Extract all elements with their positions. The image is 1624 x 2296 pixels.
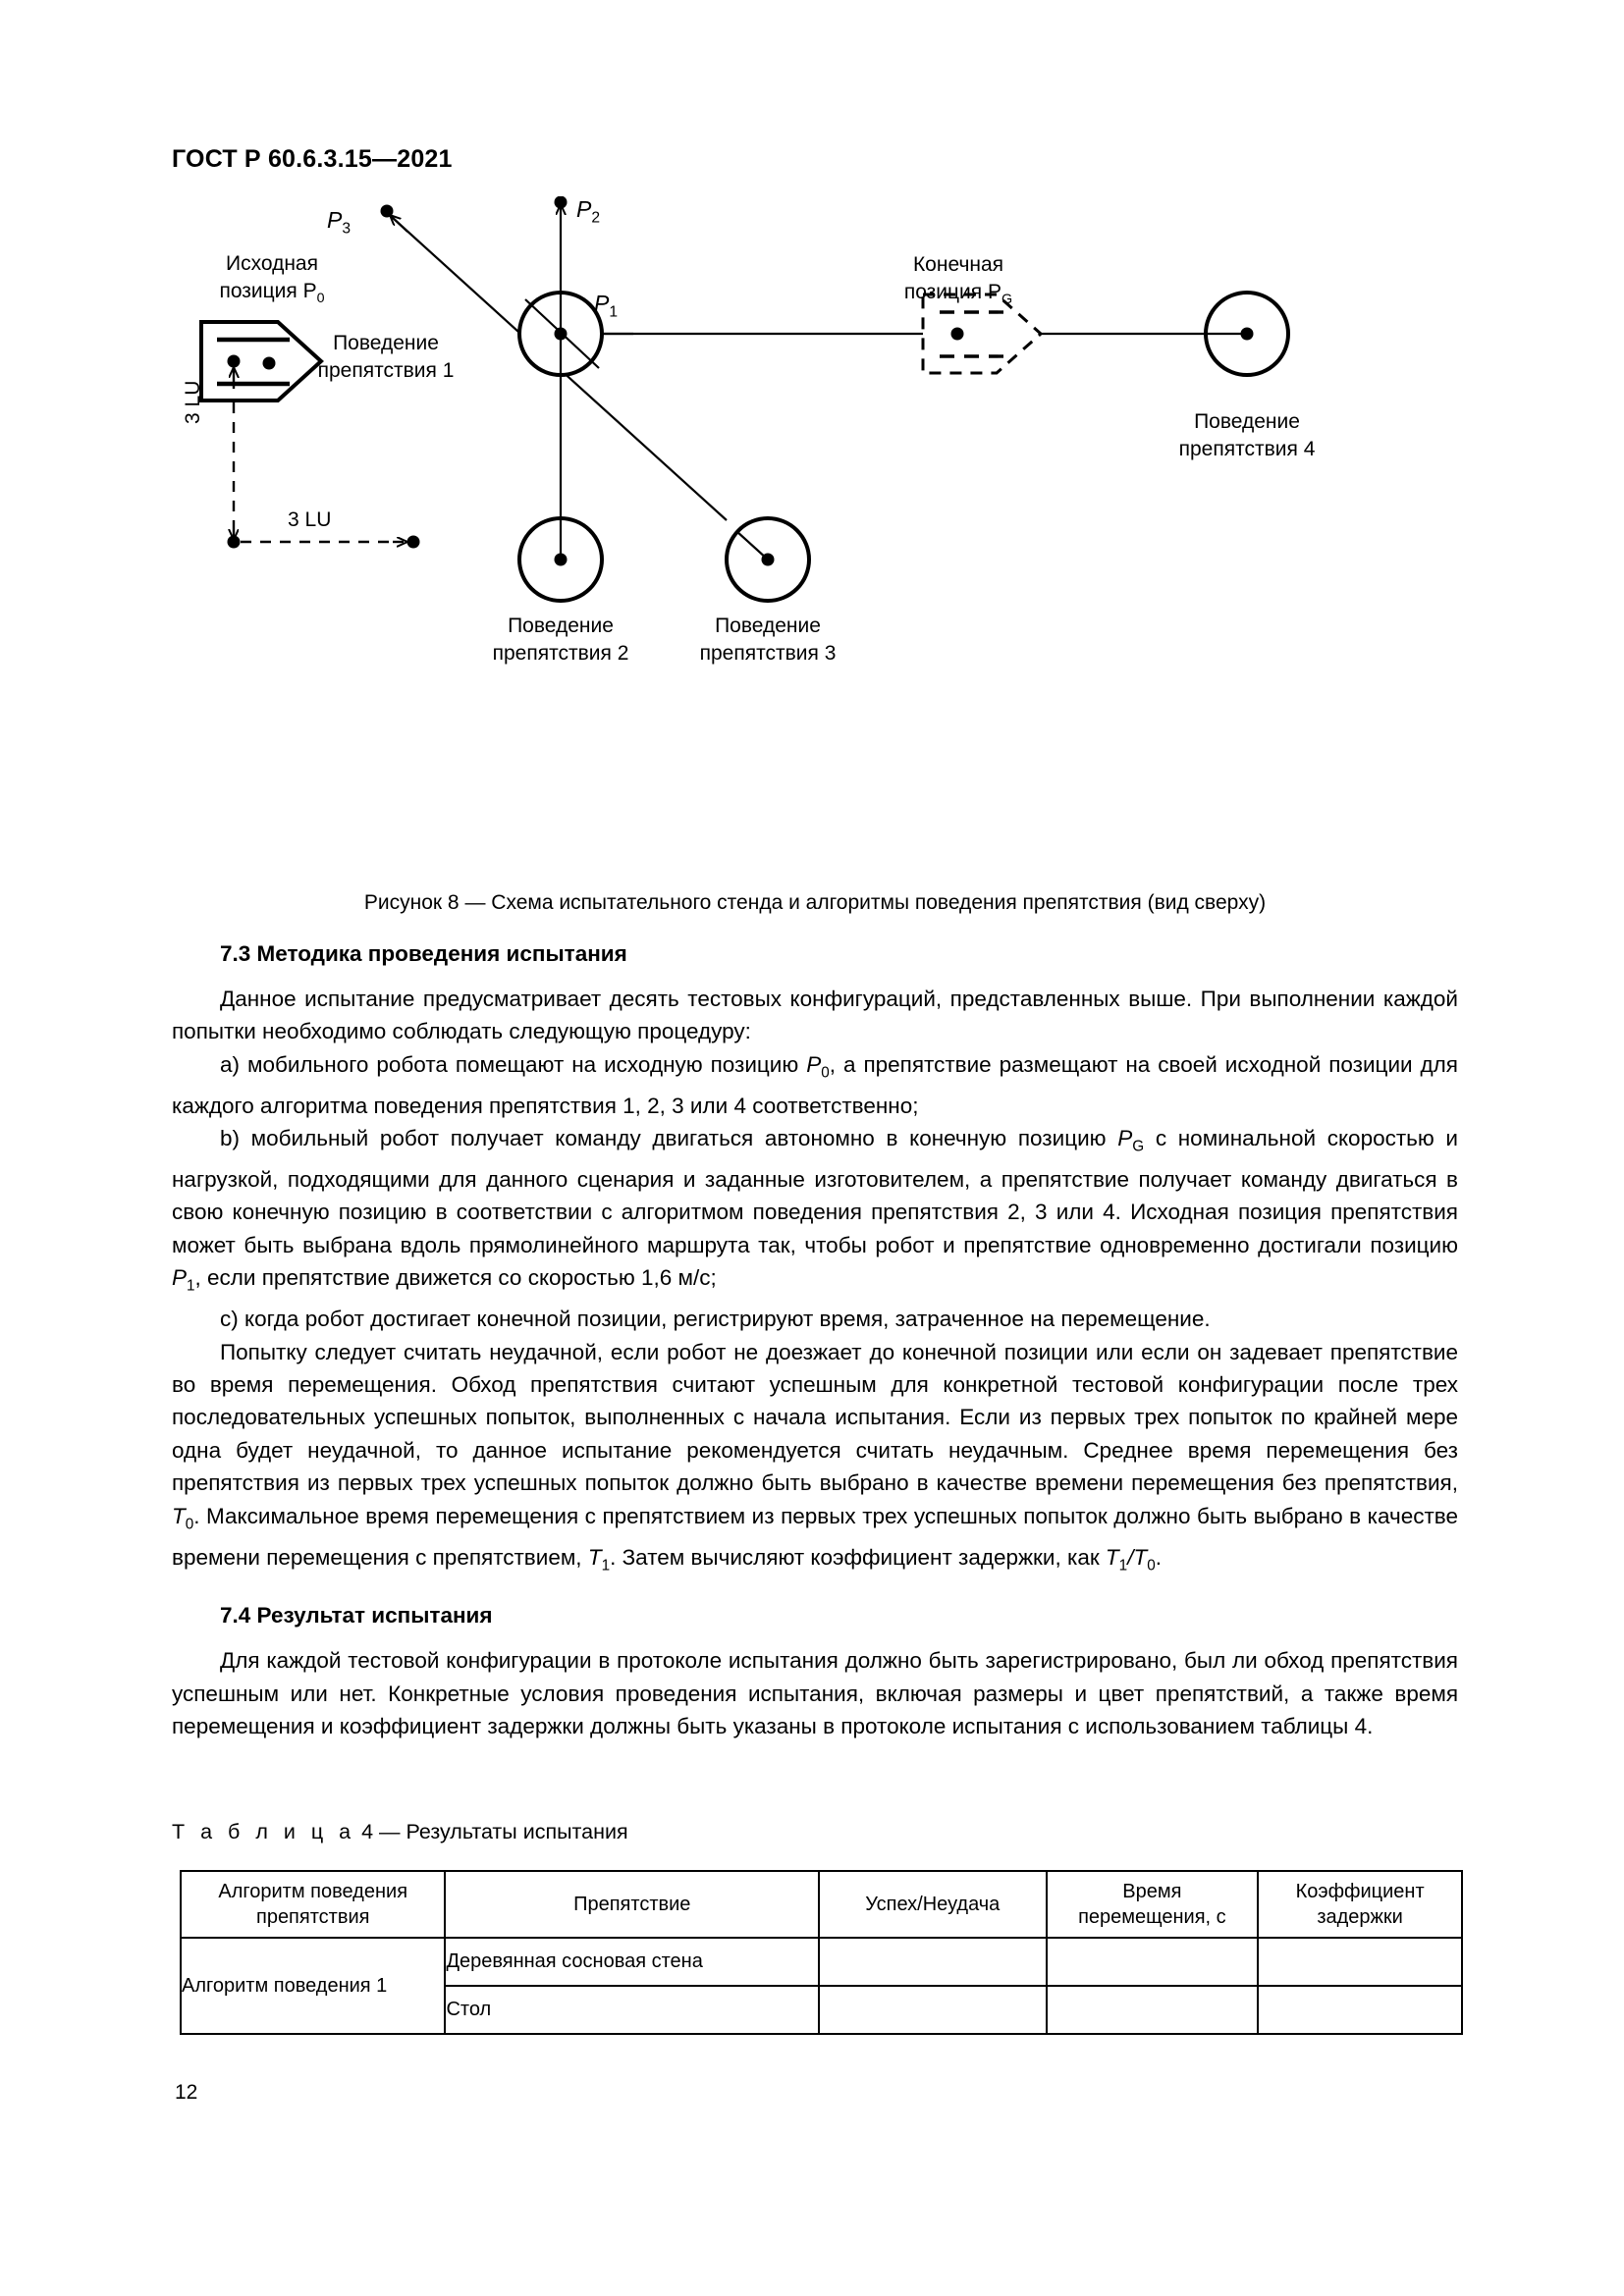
cell-coefficient[interactable] — [1258, 1986, 1462, 2034]
behavior4-line2: препятствия 4 — [1178, 438, 1316, 460]
table-col-header-success — [819, 1871, 1046, 1938]
page-number: 12 — [175, 2081, 198, 2104]
table-title-text: Результаты испытания — [406, 1820, 628, 1843]
figure-label-goal-position — [875, 251, 1042, 313]
figure-8-diagram — [172, 196, 1458, 874]
col-header-time-line1: Время — [1122, 1881, 1182, 1902]
page-header-standard-number: ГОСТ Р 60.6.3.15—2021 — [172, 145, 453, 173]
behavior3-line1: Поведение — [715, 614, 821, 637]
start-position-line1: Исходная — [226, 252, 318, 275]
col-header-algorithm-line1: Алгоритм поведения — [218, 1881, 408, 1902]
behavior1-line2: препятствия 1 — [317, 359, 455, 382]
math-t0-sub: 0 — [185, 1516, 194, 1533]
table-col-header-obstacle — [445, 1871, 819, 1938]
list-item-b-text1: b) мобильный робот получает команду двигаться автономно в конечную позицию — [220, 1126, 1118, 1151]
cell-time[interactable] — [1047, 1986, 1259, 2034]
math-p1-sub: 1 — [187, 1277, 195, 1295]
math-ratio-slash: / — [1127, 1544, 1134, 1570]
math-p0-sub: 0 — [821, 1064, 830, 1082]
section-heading-7-3: 7.3 Методика проведения испытания — [220, 941, 627, 966]
goal-position-line1: Конечная — [912, 253, 1004, 276]
figure-label-behavior-4 — [1149, 408, 1345, 463]
math-ratio-t0-var: T — [1133, 1544, 1148, 1570]
list-item-a-text1: a) мобильного робота помещают на исходную позицию — [220, 1051, 807, 1077]
list-item-c — [172, 1303, 1458, 1335]
goal-position-line2: позиция P — [903, 281, 1002, 303]
list-item-b-text2: с номинальной скоростью и нагрузкой, подходящими для данного сценария и заданные изготовителем, а препятствие получает команду двигаться в свою конечную позицию в соответствии с алгоритмом поведения препятствия 2, 3 или 4. Исходная позиция препятствия может быть выбрана вдоль прямолинейного маршрута так, чтобы робот и препятствие одновременно достигали позицию — [172, 1126, 1458, 1257]
behavior4-line1: Поведение — [1194, 410, 1300, 433]
math-p1-var: P — [172, 1265, 188, 1291]
section-heading-7-4: 7.4 Результат испытания — [220, 1603, 493, 1629]
figure-label-behavior-3 — [670, 613, 866, 667]
results-table-head — [181, 1871, 1462, 1938]
behavior3-line2: препятствия 3 — [699, 642, 837, 665]
math-ratio-t1-var: T — [1105, 1544, 1119, 1570]
list-item-b — [172, 1122, 1458, 1303]
cell-success[interactable] — [819, 1986, 1046, 2034]
p1-var: P — [594, 291, 610, 316]
table-title-prefix: Т а б л и ц а — [172, 1820, 356, 1843]
list-item-c-text: c) когда робот достигает конечной позиции, регистрируют время, затраченное на перемещение. — [220, 1307, 1211, 1332]
figure-label-p1 — [594, 291, 618, 322]
table-col-header-coefficient — [1258, 1871, 1462, 1938]
p2-sub: 2 — [591, 209, 601, 227]
cell-algorithm: Алгоритм поведения 1 — [181, 1938, 445, 2034]
list-item-b-text3: , если препятствие движется со скоростью 1,6 м/с; — [194, 1265, 717, 1291]
figure-caption: Рисунок 8 — Схема испытательного стенда и алгоритмы поведения препятствия (вид сверху) — [363, 891, 1267, 914]
p2-var: P — [576, 196, 592, 222]
figure-label-start-position — [189, 250, 355, 312]
figure-label-behavior-2 — [462, 613, 659, 667]
paragraph-attempts-text2: . Максимальное время перемещения с препятствием из первых трех успешных попыток должно быть выбрано в качестве времени перемещения с препятствием, — [172, 1503, 1458, 1570]
figure-label-behavior-1 — [288, 330, 484, 385]
paragraph-7-3-attempts — [172, 1336, 1458, 1582]
cell-obstacle: Стол — [445, 1986, 819, 2034]
cell-obstacle: Деревянная сосновая стена — [445, 1938, 819, 1986]
math-t1-var: T — [587, 1544, 602, 1570]
math-ratio-t0-sub: 0 — [1147, 1557, 1156, 1574]
results-table-body — [181, 1938, 1462, 2034]
col-header-obstacle-line1: Препятствие — [573, 1894, 691, 1915]
behavior2-line1: Поведение — [508, 614, 614, 637]
math-t0-var: T — [172, 1503, 186, 1528]
cell-time[interactable] — [1047, 1938, 1259, 1986]
goal-position-sub: G — [1001, 292, 1013, 308]
document-body — [172, 937, 1458, 1743]
p1-sub: 1 — [609, 303, 619, 321]
paragraph-7-3-intro — [172, 983, 1458, 1048]
paragraph-attempts-text1: Попытку следует считать неудачной, если робот не доезжает до конечной позиции или если он задевает препятствие во время перемещения. Обход препятствия считают успешным для конкретной тестовой конфигурации после трех последовательных успешных попыток, выполненных с начала испытания. Если из первых трех попыток по крайней мере одна будет неудачной, то данное испытание рекомендуется считать неудачным. Среднее время перемещения без препятствия из первых трех успешных попыток должно быть выбрано в качестве времени перемещения без препятствия, — [172, 1339, 1458, 1496]
behavior1-line1: Поведение — [333, 332, 439, 354]
paragraph-7-4-result — [172, 1644, 1458, 1742]
table-title-number: 4 — [361, 1820, 374, 1843]
table-col-header-time — [1047, 1871, 1259, 1938]
figure-dimension-vertical: 3 LU — [182, 380, 204, 424]
col-header-algorithm-line2: препятствия — [255, 1906, 370, 1928]
figure-dimension-horizontal: 3 LU — [288, 508, 332, 531]
math-t1-sub: 1 — [601, 1557, 611, 1574]
list-item-a — [172, 1048, 1458, 1122]
table-col-header-algorithm — [181, 1871, 445, 1938]
paragraph-attempts-text3: . Затем вычисляют коэффициент задержки, как — [610, 1544, 1106, 1570]
col-header-time-line2: перемещения, с — [1078, 1906, 1226, 1928]
cell-success[interactable] — [819, 1938, 1046, 1986]
col-header-success-line1: Успех/Неудача — [865, 1894, 1001, 1915]
paragraph-7-3-intro-text: Данное испытание предусматривает десять тестовых конфигураций, представленных выше. При выполнении каждой попытки необходимо соблюдать следующую процедуру: — [172, 987, 1458, 1044]
math-pg-var: P — [1117, 1126, 1133, 1151]
paragraph-attempts-text4: . — [1155, 1544, 1162, 1570]
table-4-title — [172, 1820, 628, 1844]
p3-sub: 3 — [342, 220, 352, 238]
figure-label-p2 — [576, 196, 600, 228]
start-position-sub: 0 — [316, 291, 325, 307]
p3-var: P — [327, 207, 343, 233]
math-ratio-t1-sub: 1 — [1118, 1557, 1128, 1574]
math-p0-var: P — [806, 1051, 822, 1077]
paragraph-7-4-text: Для каждой тестовой конфигурации в протоколе испытания должно быть зарегистрировано, был ли обход препятствия успешным или нет. Конкретные условия проведения испытания, включая размеры и цвет препятствий, а также время перемещения и коэффициент задержки должны быть указаны в протоколе испытания с использованием таблицы 4. — [172, 1648, 1458, 1739]
col-header-coefficient-line2: задержки — [1317, 1906, 1403, 1928]
behavior2-line2: препятствия 2 — [492, 642, 629, 665]
figure-label-p3 — [327, 207, 351, 239]
col-header-coefficient-line1: Коэффициент — [1295, 1881, 1425, 1902]
start-position-line2: позиция P — [219, 280, 317, 302]
table-header-row — [181, 1871, 1462, 1938]
table-row — [181, 1938, 1462, 1986]
math-pg-sub: G — [1132, 1138, 1145, 1155]
cell-coefficient[interactable] — [1258, 1938, 1462, 1986]
list-item-a-text2: , а препятствие размещают на своей исходной позиции для каждого алгоритма поведения препятствия 1, 2, 3 или 4 соответственно; — [172, 1051, 1458, 1118]
table-title-dash: — — [379, 1820, 401, 1843]
results-table — [180, 1870, 1463, 2035]
